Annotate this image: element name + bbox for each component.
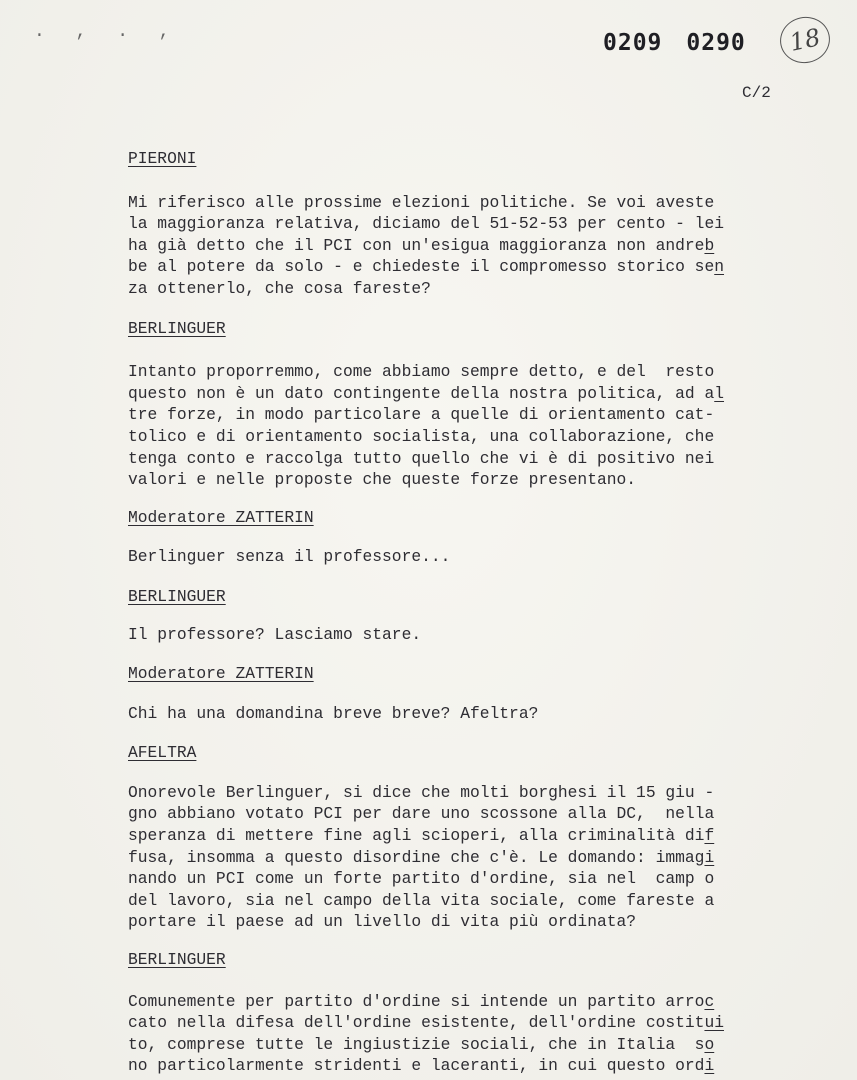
- speaker-name: BERLINGUER: [128, 318, 226, 338]
- text-line: [128, 825, 788, 847]
- speech-text: [128, 361, 788, 491]
- sheet-reference: C/2: [742, 84, 771, 102]
- transcript-block: [128, 507, 788, 586]
- text-line: [128, 1055, 788, 1077]
- document-code-2: 0290: [686, 30, 746, 56]
- line-text: speranza di mettere fine agli scioperi, alla criminalità di: [128, 826, 705, 846]
- speaker-name: BERLINGUER: [128, 586, 226, 606]
- hyphen-mark: f: [704, 826, 715, 846]
- speaker-name: AFELTRA: [128, 743, 197, 763]
- line-text: fusa, insomma a questo disordine che c'è. Le domando: immag: [128, 847, 705, 867]
- line-text: to, comprese tutte le ingiustizie sociali, che in Italia s: [128, 1034, 705, 1054]
- text-line: [128, 278, 788, 300]
- line-text: la maggioranza relativa, diciamo del 51-52-53 per cento - lei: [128, 214, 724, 234]
- hyphen-mark: ui: [704, 1013, 724, 1033]
- text-line: [128, 624, 788, 646]
- text-line: [128, 1034, 788, 1056]
- text-line: [128, 803, 788, 825]
- speaker-name: Moderatore ZATTERIN: [128, 507, 314, 527]
- speaker-name: BERLINGUER: [128, 950, 226, 970]
- line-text: Onorevole Berlinguer, si dice che molti borghesi il 15 giu -: [128, 782, 715, 802]
- line-text: cato nella difesa dell'ordine esistente, dell'ordine costit: [128, 1013, 705, 1033]
- line-text: Intanto proporremmo, come abbiamo sempre detto, e del resto: [128, 362, 715, 382]
- line-text: tre forze, in modo particolare a quelle di orientamento cat-: [128, 405, 715, 425]
- hyphen-mark: i: [704, 1056, 715, 1076]
- line-text: za ottenerlo, che cosa fareste?: [128, 278, 431, 298]
- line-text: portare il paese ad un livello di vita più ordinata?: [128, 912, 637, 932]
- line-text: ha già detto che il PCI con un'esigua maggioranza non andre: [128, 235, 705, 255]
- handwritten-page-number: 18: [776, 12, 834, 67]
- speech-text: [128, 703, 788, 725]
- speaker-name: PIERONI: [128, 149, 197, 168]
- hyphen-mark: i: [704, 847, 715, 867]
- line-text: no particolarmente stridenti e laceranti, in cui questo ord: [128, 1056, 705, 1076]
- text-line: [128, 426, 788, 448]
- line-text: Chi ha una domandina breve breve? Afeltra?: [128, 703, 539, 723]
- document-codes: [603, 30, 746, 56]
- hyphen-mark: o: [704, 1034, 715, 1054]
- line-text: nando un PCI come un forte partito d'ordine, sia nel camp o: [128, 869, 715, 889]
- text-line: [128, 448, 788, 470]
- text-line: [128, 847, 788, 869]
- transcript-block: [128, 949, 788, 1077]
- text-line: [128, 782, 788, 804]
- speech-text: [128, 782, 788, 933]
- line-text: valori e nelle proposte che queste forze presentano.: [128, 470, 637, 490]
- line-text: del lavoro, sia nel campo della vita sociale, come fareste a: [128, 890, 715, 910]
- text-line: [128, 546, 788, 568]
- hyphen-mark: l: [714, 383, 725, 403]
- transcript-block: [128, 318, 788, 507]
- speech-text: [128, 192, 788, 300]
- text-line: [128, 404, 788, 426]
- line-text: Il professore? Lasciamo stare.: [128, 624, 422, 644]
- transcript-block: [128, 586, 788, 663]
- text-line: [128, 469, 788, 491]
- text-line: [128, 192, 788, 214]
- hyphen-mark: b: [704, 235, 715, 255]
- transcript: [128, 148, 788, 1077]
- speaker-name: Moderatore ZATTERIN: [128, 664, 314, 684]
- text-line: [128, 361, 788, 383]
- text-line: [128, 911, 788, 933]
- line-text: Berlinguer senza il professore...: [128, 547, 451, 567]
- hyphen-mark: c: [704, 991, 715, 1011]
- text-line: [128, 868, 788, 890]
- text-line: [128, 991, 788, 1013]
- line-text: Mi riferisco alle prossime elezioni politiche. Se voi aveste: [128, 192, 715, 212]
- speech-text: [128, 991, 788, 1077]
- line-text: tenga conto e raccolga tutto quello che vi è di positivo nei: [128, 448, 715, 468]
- transcript-block: [128, 742, 788, 949]
- text-line: [128, 1012, 788, 1034]
- speech-text: [128, 546, 788, 568]
- hyphen-mark: n: [714, 257, 725, 277]
- line-text: questo non è un dato contingente della nostra politica, ad a: [128, 383, 715, 403]
- document-code-1: 0209: [603, 30, 663, 56]
- line-text: gno abbiano votato PCI per dare uno scossone alla DC, nella: [128, 804, 715, 824]
- text-line: [128, 703, 788, 725]
- line-text: tolico e di orientamento socialista, una collaborazione, che: [128, 426, 715, 446]
- text-line: [128, 890, 788, 912]
- text-line: [128, 256, 788, 278]
- line-text: Comunemente per partito d'ordine si intende un partito arro: [128, 991, 705, 1011]
- line-text: be al potere da solo - e chiedeste il compromesso storico se: [128, 257, 715, 277]
- text-line: [128, 235, 788, 257]
- text-line: [128, 383, 788, 405]
- transcript-block: [128, 148, 788, 318]
- speech-text: [128, 624, 788, 646]
- transcript-block: [128, 663, 788, 742]
- scan-specks: . , . ,: [34, 22, 180, 42]
- text-line: [128, 213, 788, 235]
